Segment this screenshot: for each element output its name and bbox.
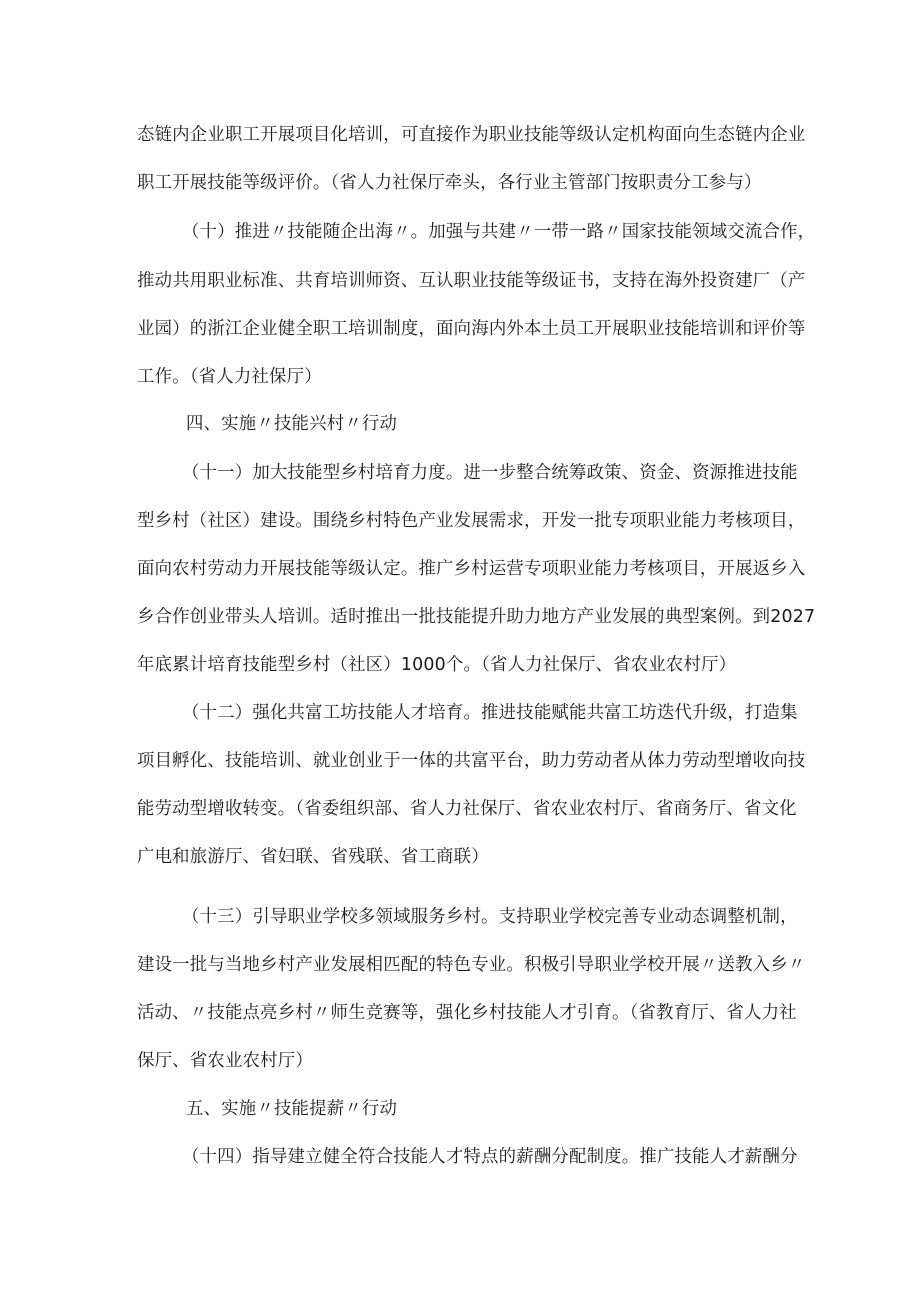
paragraph-11-line-4: 乡合作创业带头人培训。适时推出一批技能提升助力地方产业发展的典型案例。到2027 [137, 607, 816, 627]
paragraph-13-line-2: 建设一批与当地乡村产业发展相匹配的特色专业。积极引导职业学校开展〃送教入乡〃 [137, 955, 806, 975]
paragraph-14-line-1: （十四）指导建立健全符合技能人才特点的薪酬分配制度。推广技能人才薪酬分 [182, 1147, 798, 1167]
paragraph-12-line-4: 广电和旅游厅、省妇联、省残联、省工商联） [137, 847, 489, 867]
paragraph-10-line-2: 推动共用职业标准、共育培训师资、互认职业技能等级证书，支持在海外投资建厂（产 [137, 271, 806, 291]
paragraph-11-line-5: 年底累计培育技能型乡村（社区）1000个。（省人力社保厅、省农业农村厅） [137, 655, 737, 675]
paragraph-11-line-3: 面向农村劳动力开展技能等级认定。推广乡村运营专项职业能力考核项目，开展返乡入 [137, 559, 806, 579]
paragraph-11-line-2: 型乡村（社区）建设。围绕乡村特色产业发展需求，开发一批专项职业能力考核项目， [137, 511, 806, 531]
paragraph-13-line-1: （十三）引导职业学校多领域服务乡村。支持职业学校完善专业动态调整机制， [182, 907, 798, 927]
text-line-2: 职工开展技能等级评价。（省人力社保厅牵头，各行业主管部门按职责分工参与） [137, 173, 762, 193]
section-heading-4: 四、实施〃技能兴村〃行动 [186, 414, 398, 434]
paragraph-12-line-2: 项目孵化、技能培训、就业创业于一体的共富平台，助力劳动者从体力劳动型增收向技 [137, 751, 806, 771]
paragraph-10-line-1: （十）推进〃技能随企出海〃。加强与共建〃一带一路〃国家技能领域交流合作， [182, 222, 816, 242]
section-heading-5: 五、实施〃技能提薪〃行动 [186, 1099, 398, 1119]
paragraph-12-line-1: （十二）强化共富工坊技能人才培育。推进技能赋能共富工坊迭代升级，打造集 [182, 703, 798, 723]
text-line-1: 态链内企业职工开展项目化培训，可直接作为职业技能等级认定机构面向生态链内企业 [137, 125, 806, 145]
paragraph-11-line-1: （十一）加大技能型乡村培育力度。进一步整合统筹政策、资金、资源推进技能 [182, 463, 798, 483]
paragraph-13-line-3: 活动、〃技能点亮乡村〃师生竞赛等，强化乡村技能人才引育。（省教育厅、省人力社 [137, 1003, 797, 1023]
paragraph-10-line-3: 业园）的浙江企业健全职工培训制度，面向海内外本土员工开展职业技能培训和评价等 [137, 319, 806, 339]
paragraph-12-line-3: 能劳动型增收转变。（省委组织部、省人力社保厅、省农业农村厅、省商务厅、省文化 [137, 799, 797, 819]
paragraph-13-line-4: 保厅、省农业农村厅） [137, 1051, 313, 1071]
paragraph-10-line-4: 工作。（省人力社保厅） [137, 367, 322, 387]
